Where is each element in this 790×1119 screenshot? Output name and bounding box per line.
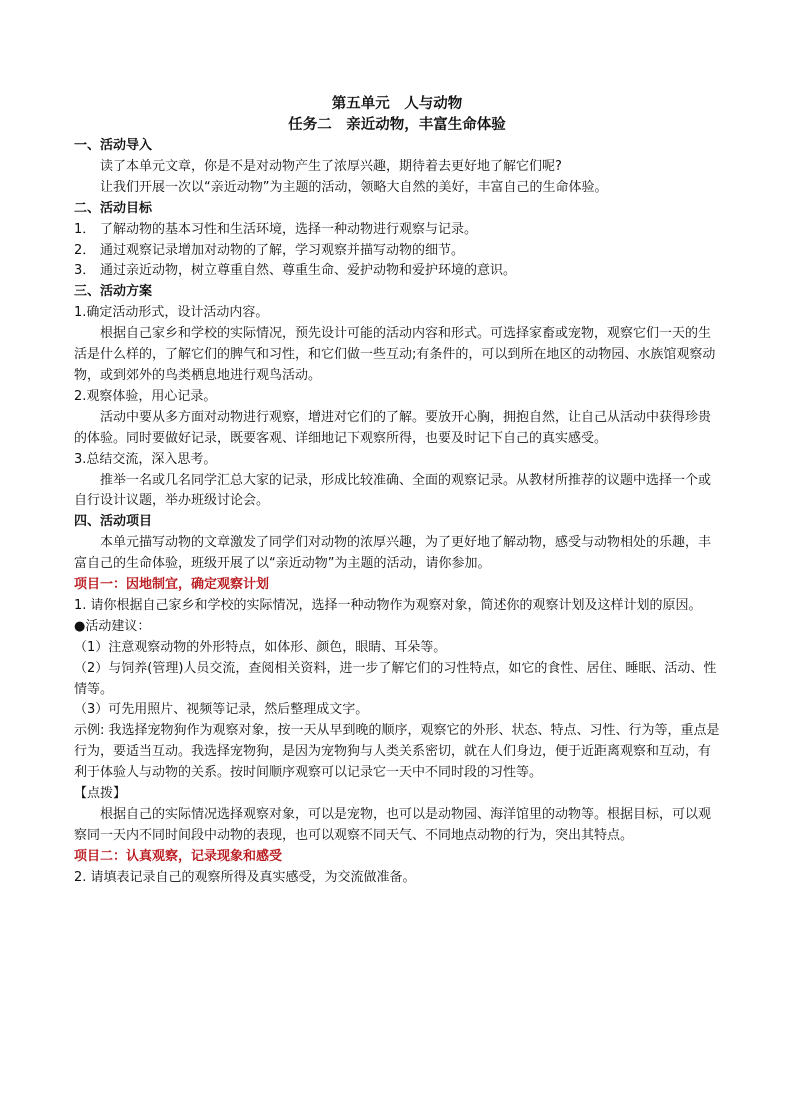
goal-text: 通过观察记录增加对动物的了解，学习观察并描写动物的细节。 (100, 242, 465, 258)
goal-number: 3． (74, 263, 96, 279)
hint-label: 【点拨】 (74, 786, 127, 802)
goal-number: 1． (74, 221, 96, 237)
section-heading-plan: 三、活动方案 (74, 284, 153, 300)
example-paragraph: 示例: 我选择宠物狗作为观察对象，按一天从早到晚的顺序，观察它的外形、状态、特点、习性、行为等，重点是行为，要适当互动。我选择宠物狗，是因为宠物狗与人类关系密切，就在人们身边，便于近距离观察和互动，有利于体验人与动物的关系。按时间顺序观察可以记录它一天中不同时段的习性等。 (74, 723, 720, 781)
hint-paragraph: 根据自己的实际情况选择观察对象，可以是宠物，也可以是动物园、海洋馆里的动物等。根据目标，可以观察同一天内不同时间段中动物的表现，也可以观察不同天气、不同地点动物的行为，突出其特点。 (74, 807, 712, 843)
plan-step-2: 2.观察体验，用心记录。 (74, 388, 217, 404)
plan-step-1: 1.确定活动形式，设计活动内容。 (74, 305, 269, 321)
goal-item (74, 220, 720, 241)
plan-step-2-body: 活动中要从多方面对动物进行观察，增进对它们的了解。要放开心胸，拥抱自然，让自己从活动中获得珍贵的体验。同时要做好记录，既要客观、详细地记下观察所得，也要及时记下自己的真实感受。 (74, 409, 712, 446)
suggestion-item: （2）与饲养(管理)人员交流，查阅相关资料，进一步了解它们的习性特点，如它的食性、居住、睡眠、活动、性情等。 (74, 660, 717, 697)
plan-step-3-body: 推举一名或几名同学汇总大家的记录，形成比较准确、全面的观察记录。从教材所推荐的议题中选择一个或自行设计议题，举办班级讨论会。 (74, 472, 712, 509)
intro-paragraph-1: 读了本单元文章，你是不是对动物产生了浓厚兴趣，期待着去更好地了解它们呢? (100, 158, 562, 174)
section-heading-goals: 二、活动目标 (74, 200, 153, 216)
question-1: 1. 请你根据自己家乡和学校的实际情况，选择一种动物作为观察对象，简述你的观察计划及这样计划的原因。 (74, 597, 702, 613)
unit-title: 第五单元 人与动物 (331, 96, 463, 112)
section-heading-projects: 四、活动项目 (74, 514, 153, 530)
section-heading-intro: 一、活动导入 (74, 138, 153, 153)
question-2: 2. 请填表记录自己的观察所得及真实感受，为交流做准备。 (74, 869, 416, 885)
document-page (74, 94, 720, 889)
projects-intro: 本单元描写动物的文章激发了同学们对动物的浓厚兴趣，为了更好地了解动物，感受与动物相处的乐趣，丰富自己的生命体验，班级开展了以“亲近动物”为主题的活动，请你参加。 (74, 535, 712, 572)
project-2-heading: 项目二：认真观察，记录现象和感受 (74, 848, 283, 864)
goal-number: 2． (74, 242, 96, 258)
task-subtitle: 任务二 亲近动物，丰富生命体验 (288, 117, 506, 133)
intro-paragraph-2: 让我们开展一次以“亲近动物”为主题的活动，领略大自然的美好，丰富自己的生命体验。 (100, 179, 608, 195)
plan-step-1-body: 根据自己家乡和学校的实际情况，预先设计可能的活动内容和形式。可选择家畜或宠物，观察它们一天的生活是什么样的，了解它们的脾气和习性，和它们做一些互动;有条件的，可以到所在地区的动物园、水族馆观察动物，或到郊外的鸟类栖息地进行观鸟活动。 (74, 326, 716, 383)
goal-text: 了解动物的基本习性和生活环境，选择一种动物进行观察与记录。 (100, 221, 478, 237)
suggestion-item: （1）注意观察动物的外形特点，如体形、颜色，眼睛、耳朵等。 (74, 639, 447, 655)
goal-text: 通过亲近动物，树立尊重自然、尊重生命、爱护动物和爱护环境的意识。 (100, 263, 517, 279)
activity-suggestion-label: ●活动建议： (74, 618, 151, 634)
plan-step-3: 3.总结交流，深入思考。 (74, 451, 217, 467)
goal-item (74, 261, 720, 282)
project-1-heading: 项目一：因地制宜，确定观察计划 (74, 577, 270, 593)
goal-item (74, 241, 720, 262)
suggestion-item: （3）可先用照片、视频等记录，然后整理成文字。 (74, 702, 369, 718)
